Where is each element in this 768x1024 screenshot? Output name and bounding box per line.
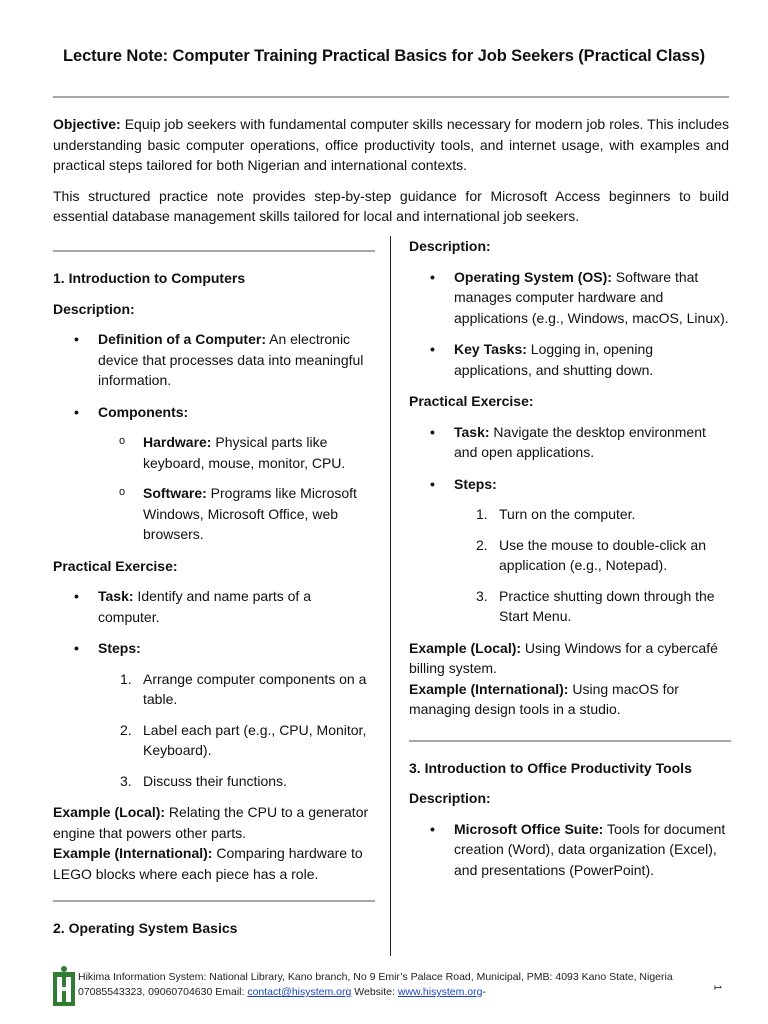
footer-address: Hikima Information System: National Library, Kano branch, No 9 Emir’s Palace Road, Municipal, PMB: 4093 Kano State, Nigeria: [78, 971, 673, 983]
list-item: • Steps: 1. Arrange computer components on a table. 2. Label each part (e.g., CPU, Monitor, Keyboard). 3. Discuss their functions.: [98, 638, 375, 791]
section-divider: [409, 740, 731, 742]
step-item: 2. Label each part (e.g., CPU, Monitor, Keyboard).: [120, 721, 367, 758]
left-column: [53, 236, 375, 949]
list-item: o Software: Programs like Microsoft Windows, Microsoft Office, web browsers.: [143, 483, 375, 545]
step-item: 3. Discuss their functions.: [120, 772, 287, 789]
section1-steps: [98, 669, 375, 792]
section2-example-local: Example (Local): Using Windows for a cybercafé billing system.: [409, 639, 718, 676]
list-item: • Operating System (OS): Software that manages computer hardware and applications (e.g., Windows, macOS, Linux).: [454, 267, 731, 329]
intro-block: [53, 114, 729, 237]
hikima-logo-icon: [53, 966, 75, 1006]
list-item: o Hardware: Physical parts like keyboard, mouse, monitor, CPU.: [143, 432, 375, 473]
section1-description-list: [53, 329, 375, 545]
right-column: [409, 236, 731, 891]
section-divider: [53, 900, 375, 902]
title-divider: [53, 96, 729, 98]
step-item: 1. Turn on the computer.: [476, 506, 636, 522]
list-item: • Components: o Hardware: Physical parts like keyboard, mouse, monitor, CPU. o Software: Programs like Microsoft Windows, Microsoft Office, web browsers.: [98, 402, 375, 545]
section-divider: [53, 250, 375, 252]
step-item: 2. Use the mouse to double-click an application (e.g., Notepad).: [476, 536, 706, 573]
section1-practical-list: [53, 586, 375, 791]
section2-practical-list: [409, 422, 731, 627]
section3-description-label: Description:: [409, 790, 491, 806]
list-item: • Microsoft Office Suite: Tools for document creation (Word), data organization (Excel), and presentations (PowerPoint).: [454, 819, 731, 881]
step-item: 3. Practice shutting down through the Start Menu.: [476, 587, 715, 624]
section3-description-list: [409, 819, 731, 881]
objective-paragraph: Objective: Equip job seekers with fundamental computer skills necessary for modern job roles. This includes understanding basic computer operations, office productivity tools, and internet usage, with examples and practical steps tailored for both Nigerian and international contexts.: [53, 116, 729, 173]
list-item: • Task: Navigate the desktop environment and open applications.: [454, 422, 731, 463]
list-item: • Steps: 1. Turn on the computer. 2. Use the mouse to double-click an application (e.g., Notepad). 3. Practice shutting down through the Start Menu.: [454, 474, 731, 627]
section1-heading: 1. Introduction to Computers: [53, 270, 246, 286]
components-sublist: [98, 432, 375, 545]
section2-description-list: [409, 267, 731, 381]
section2-heading: 2. Operating System Basics: [53, 920, 238, 936]
section2-example-international: Example (International): Using macOS for managing design tools in a studio.: [409, 680, 679, 717]
column-divider: [390, 236, 391, 956]
footer-contacts: 07085543323, 09060704630 Email: contact@hisystem.org Website: www.hisystem.org-: [78, 986, 486, 998]
section1-example-local: Example (Local): Relating the CPU to a generator engine that powers other parts.: [53, 804, 369, 841]
email-link[interactable]: contact@hisystem.org: [247, 986, 352, 998]
list-item: • Definition of a Computer: An electronic device that processes data into meaningful information.: [98, 329, 375, 391]
footer: [78, 970, 718, 1000]
section3-heading: 3. Introduction to Office Productivity Tools: [409, 759, 692, 776]
section1-description-label: Description:: [53, 300, 135, 317]
section2-description-label: Description:: [409, 238, 491, 254]
list-item: • Key Tasks: Logging in, opening applications, and shutting down.: [454, 339, 731, 380]
structured-paragraph: This structured practice note provides step-by-step guidance for Microsoft Access beginners to build essential database management skills tailored for local and international job seekers.: [53, 187, 729, 224]
page-title: Lecture Note: Computer Training Practical Basics for Job Seekers (Practical Class): [63, 47, 705, 65]
section1-practical-label: Practical Exercise:: [53, 557, 178, 574]
list-item: • Task: Identify and name parts of a computer.: [98, 586, 375, 627]
website-link[interactable]: www.hisystem.org: [397, 986, 483, 998]
step-item: 1. Arrange computer components on a table.: [120, 670, 367, 707]
section2-practical-label: Practical Exercise:: [409, 393, 534, 409]
section2-steps: [454, 504, 731, 627]
page-number: 1: [711, 984, 723, 991]
section1-example-international: Example (International): Comparing hardware to LEGO blocks where each piece has a role.: [53, 845, 363, 882]
